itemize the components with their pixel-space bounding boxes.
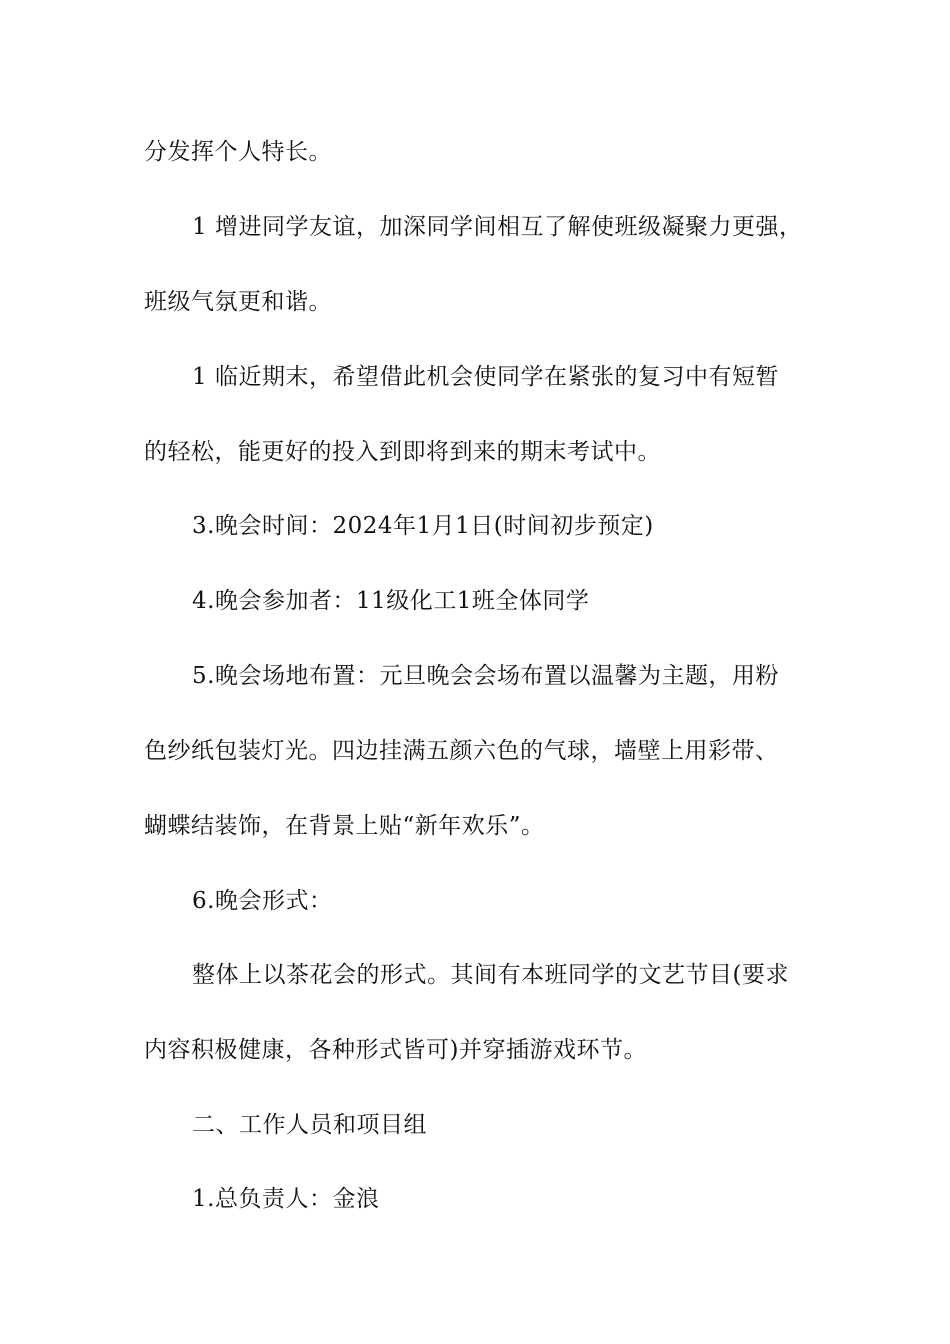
text-line: 1 增进同学友谊，加深同学间相互了解使班级凝聚力更强， [192,214,803,240]
text-line: 5.晚会场地布置：元旦晚会会场布置以温馨为主题，用粉 [192,663,779,689]
text-line: 班级气氛更和谐。 [144,289,332,315]
text-line: 整体上以茶花会的形式。其间有本班同学的文艺节目(要求 [192,962,789,988]
text-line: 蝴蝶结装饰，在背景上贴“新年欢乐”。 [144,813,545,839]
text-line: 6.晚会形式： [192,888,333,914]
text-line: 内容积极健康，各种形式皆可)并穿插游戏环节。 [144,1037,647,1063]
text-line: 色纱纸包装灯光。四边挂满五颜六色的气球，墙壁上用彩带、 [144,738,779,764]
text-line: 4.晚会参加者：11级化工1班全体同学 [192,588,590,614]
text-line: 1 临近期末，希望借此机会使同学在紧张的复习中有短暂 [192,364,779,390]
text-line: 二、工作人员和项目组 [192,1112,427,1138]
text-line: 1.总负责人：金浪 [192,1186,380,1212]
text-line: 的轻松，能更好的投入到即将到来的期末考试中。 [144,439,661,465]
text-line: 分发挥个人特长。 [144,139,332,165]
text-line: 3.晚会时间：2024年1月1日(时间初步预定) [192,513,654,539]
